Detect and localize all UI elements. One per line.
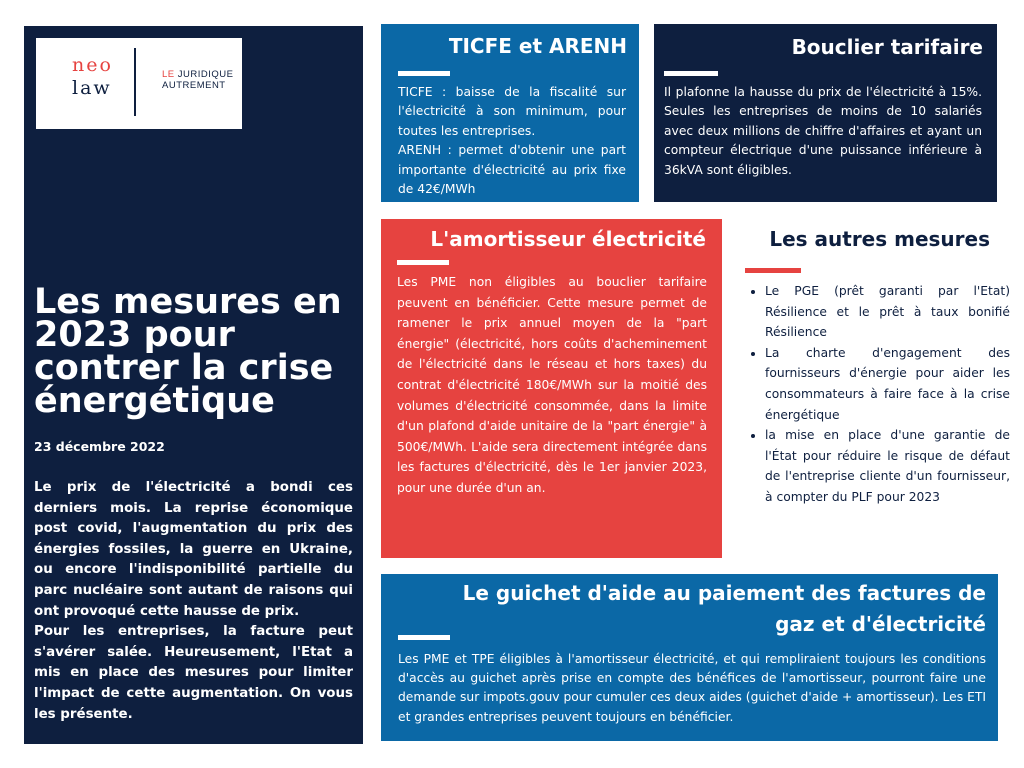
- bouclier-panel: [654, 24, 997, 202]
- ticfe-paragraph-1: TICFE : baisse de la fiscalité sur l'électricité à son minimum, pour toutes les entreprises.: [398, 85, 626, 138]
- ticfe-text: [398, 83, 626, 199]
- amortisseur-title: L'amortisseur électricité: [430, 227, 706, 251]
- guichet-divider: [398, 635, 450, 640]
- logo-line-2: law: [72, 77, 112, 99]
- amortisseur-panel: [381, 219, 722, 558]
- ticfe-paragraph-2: ARENH : permet d'obtenir une part importante d'électricité au prix fixe de 42€/MWh: [398, 143, 626, 197]
- page-title: Les mesures en 2023 pour contrer la crise énergétique: [34, 282, 342, 421]
- ticfe-title: TICFE et ARENH: [448, 34, 627, 58]
- bouclier-title: Bouclier tarifaire: [791, 35, 983, 59]
- logo-tagline: [162, 69, 233, 91]
- publication-date: 23 décembre 2022: [34, 439, 165, 454]
- amortisseur-divider: [397, 260, 449, 265]
- autres-title: Les autres mesures: [769, 227, 990, 251]
- ticfe-panel: [381, 24, 639, 202]
- amortisseur-text: Les PME non éligibles au bouclier tarifaire peuvent en bénéficier. Cette mesure permet de ramener le prix annuel moyen de la "part énergie" (électricité, hors coûts d'acheminement de l'électricité dans le réseau et hors taxes) du contrat d'électricité 180€/MWh sur la moitié des volumes d'électricité consommée, dans la limite d'un plafond d'aide unitaire de la "part énergie" à 500€/MWh. L'aide sera directement intégrée dans les factures d'électricité, dès le 1er janvier 2023, pour une durée d'un an.: [397, 275, 707, 495]
- autres-divider: [745, 268, 801, 273]
- autres-list: [745, 281, 1010, 508]
- neolaw-logo: [36, 38, 242, 129]
- bouclier-divider: [664, 71, 718, 76]
- guichet-title: Le guichet d'aide au paiement des factures de gaz et d'électricité: [462, 581, 986, 636]
- intro-text: [34, 478, 353, 725]
- intro-paragraph-2: Pour les entreprises, la facture peut s'avérer salée. Heureusement, l'Etat a mis en place des mesures pour limiter l'impact de cette augmentation. On vous les présente.: [34, 624, 353, 722]
- autres-panel: [735, 219, 1010, 559]
- logo-wordmark: [72, 54, 113, 100]
- logo-line-1: neo: [72, 54, 113, 76]
- guichet-text: Les PME et TPE éligibles à l'amortisseur électricité, et qui rempliraient toujours les conditions d'accès au guichet après prise en compte des bénéfices de l'amortisseur, pourront faire une demande sur impots.gouv pour cumuler ces deux aides (guichet d'aide + amortisseur). Les ETI et grandes entreprises peuvent toujours en bénéficier.: [398, 652, 986, 724]
- ticfe-divider: [398, 71, 450, 76]
- intro-panel: [24, 26, 363, 744]
- logo-tag-autrement: AUTREMENT: [162, 80, 226, 91]
- autres-item-2: • La charte d'engagement des fournisseurs d'énergie pour aider les consommateurs à faire face à la crise énergétique: [765, 343, 1010, 425]
- guichet-panel: [381, 574, 998, 741]
- logo-tag-juridique: JURIDIQUE: [177, 69, 234, 80]
- autres-item-3: • la mise en place d'une garantie de l'État pour réduire le risque de défaut de l'entreprise cliente d'un fournisseur, à compter du PLF pour 2023: [765, 425, 1010, 507]
- logo-tag-le: LE: [162, 69, 175, 80]
- intro-paragraph-1: Le prix de l'électricité a bondi ces derniers mois. La reprise économique post covid, l'augmentation du prix des énergies fossiles, la guerre en Ukraine, ou encore l'indisponibilité partielle du parc nucléaire sont autant de raisons qui ont provoqué cette hausse de prix.: [34, 480, 353, 619]
- logo-divider: [134, 48, 136, 116]
- autres-item-1: • Le PGE (prêt garanti par l'Etat) Résilience et le prêt à taux bonifié Résilience: [765, 281, 1010, 343]
- bouclier-text: Il plafonne la hausse du prix de l'électricité à 15%. Seules les entreprises de moins de 10 salariés avec deux millions de chiffre d'affaires et ayant un compteur électrique d'une puissance inférieure à 36kVA sont éligibles.: [664, 85, 982, 177]
